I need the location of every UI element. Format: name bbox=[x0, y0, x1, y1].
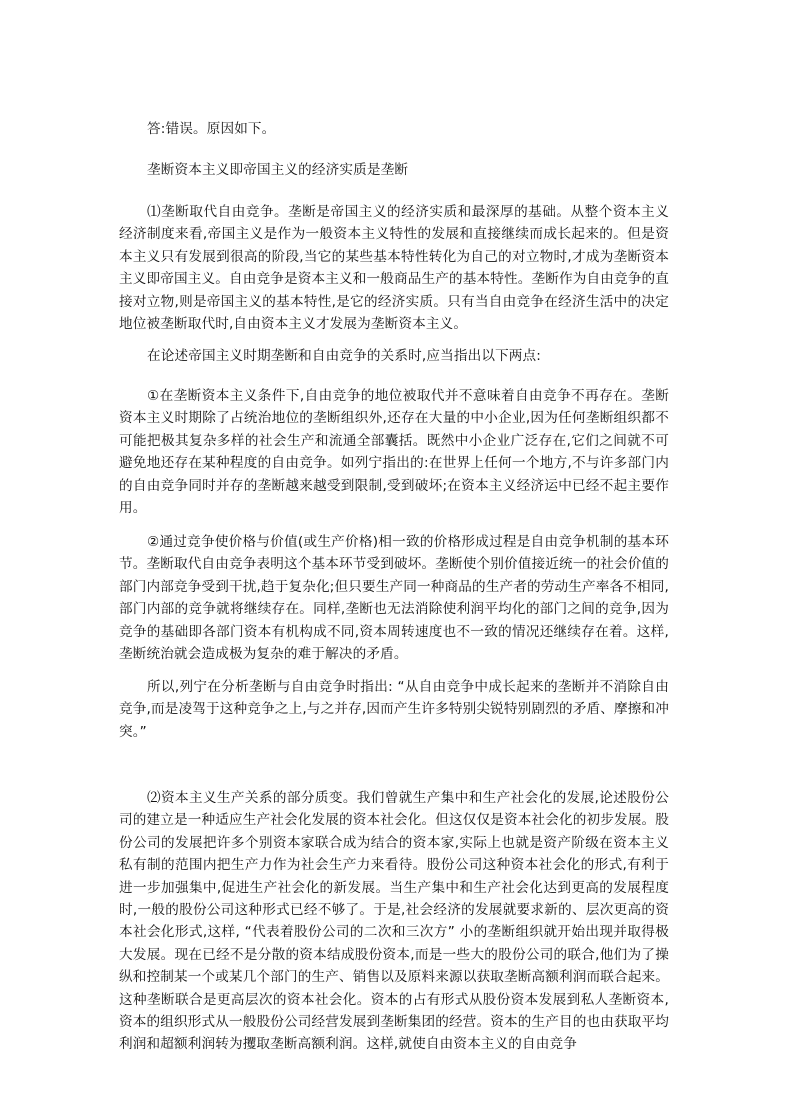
thesis-line: 垄断资本主义即帝国主义的经济实质是垄断 bbox=[147, 162, 409, 178]
paragraph-partial-qualitative-change: ⑵资本主义生产关系的部分质变。我们曾就生产集中和生产社会化的发展,论述股份公司的建立是一种适应生产社会化发展的资本社会化。但这仅仅是资本社会化的初步发展。股份公司的发展把许多个别资本家联合成为结合的资本家,实际上也就是资产阶级在资本主义私有制的范围内把生产力作为社会生产力来看待。股份公司这种资本社会化的形式,有利于进一步加强集中,促进生产社会化的新发展。当生产集中和生产社会化达到更高的发展程度时,一般的股份公司这种形式已经不够了。于是,社会经济的发展就要求新的、层次更高的资本社会化形式,这样, “代表着股份公司的二次和三次方” 小的垄断组织就开始出现并取得极大发展。现在已经不是分散的资本结成股份资本,而是一些大的股份公司的联合,他们为了操纵和控制某一个或某几个部门的生产、销售以及原料来源以获取垄断高额利润而联合起来。这种垄断联合是更高层次的资本社会化。资本的占有形式从股份资本发展到私人垄断资本,资本的组织形式从一般股份公司经营发展到垄断集团的经营。资本的生产目的也由获取平均利润和超额利润转为攫取垄断高额利润。这样,就使自由资本主义的自由竞争 bbox=[119, 790, 669, 1053]
answer-line: 答:错误。原因如下。 bbox=[147, 121, 276, 137]
paragraph-lenin-quote: 所以,列宁在分析垄断与自由竞争时指出: “从自由竞争中成长起来的垄断并不消除自由竞争,而是凌驾于这种竞争之上,与之并存,因而产生许多特别尖锐特别剧烈的矛盾、摩擦和冲突。” bbox=[119, 679, 669, 740]
paragraph-two-points-intro: 在论述帝国主义时期垄断和自由竞争的关系时,应当指出以下两点: bbox=[147, 348, 542, 364]
paragraph-point-one: ①在垄断资本主义条件下,自由竞争的地位被取代并不意味着自由竞争不再存在。垄断资本主义时期除了占统治地位的垄断组织外,还存在大量的中小企业,因为任何垄断组织都不可能把极其复杂多样的社会生产和流通全部囊括。既然中小企业广泛存在,它们之间就不可避免地还存在某种程度的自由竞争。如列宁指出的:在世界上任何一个地方,不与许多部门内的自由竞争同时并存的垄断越来越受到限制,受到破坏;在资本主义经济运中已经不起主要作用。 bbox=[119, 388, 669, 517]
paragraph-monopoly-replaces-competition: ⑴垄断取代自由竞争。垄断是帝国主义的经济实质和最深厚的基础。从整个资本主义经济制度来看,帝国主义是作为一般资本主义特性的发展和直接继续而成长起来的。但是资本主义只有发展到很高的阶段,当它的某些基本特性转化为自己的对立物时,才成为垄断资本主义即帝国主义。自由竞争是资本主义和一般商品生产的基本特性。垄断作为自由竞争的直接对立物,则是帝国主义的基本特性,是它的经济实质。只有当自由竞争在经济生活中的决定地位被垄断取代时,自由资本主义才发展为垄断资本主义。 bbox=[119, 204, 669, 333]
paragraph-point-two: ②通过竞争使价格与价值(或生产价格)相一致的价格形成过程是自由竞争机制的基本环节。垄断取代自由竞争表明这个基本环节受到破坏。垄断使个别价值接近统一的社会价值的部门内部竞争受到干扰,趋于复杂化;但只要生产同一种商品的生产者的劳动生产率各不相同,部门内部的竞争就将继续存在。同样,垄断也无法消除使利润平均化的部门之间的竞争,因为竞争的基础即各部门资本有机构成不同,资本周转速度也不一致的情况还继续存在着。这样,垄断统治就会造成极为复杂的难于解决的矛盾。 bbox=[119, 534, 669, 663]
